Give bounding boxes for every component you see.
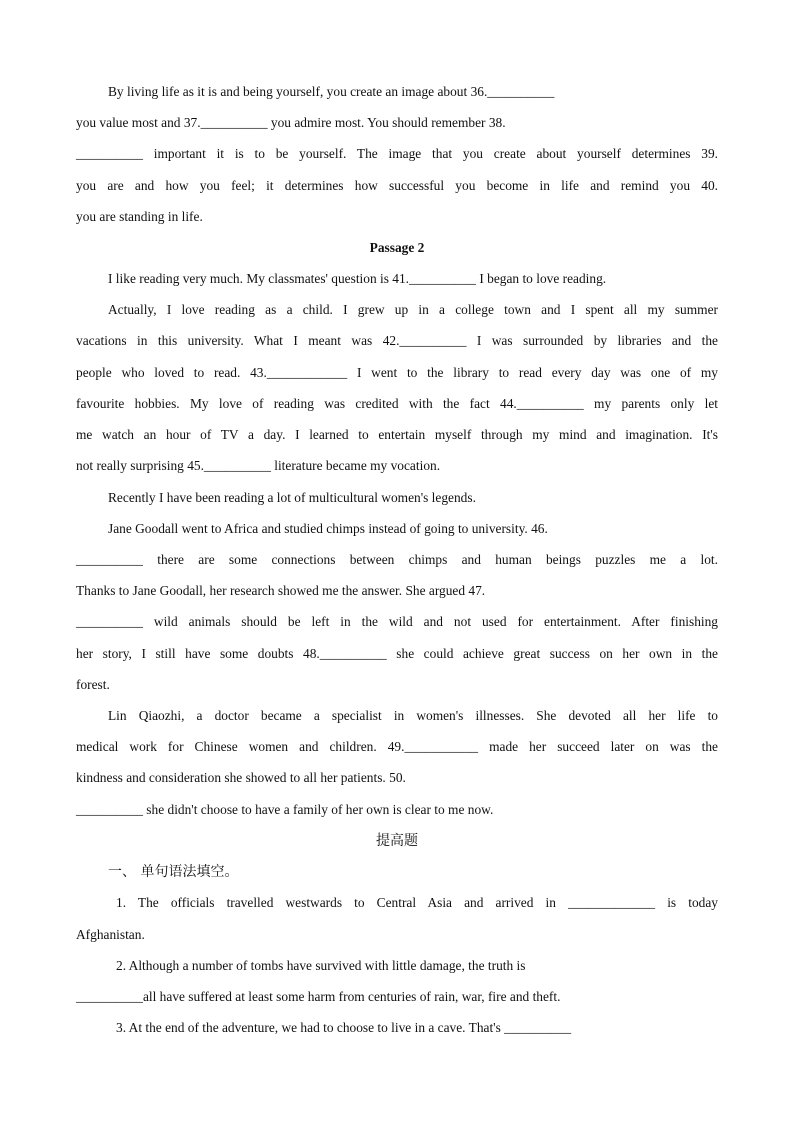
passage2-line-10: __________ there are some connections between chimps and human beings puzzles me a lot. — [76, 552, 718, 567]
passage2-line-14: forest. — [76, 677, 110, 692]
advanced-title: 提高题 — [376, 833, 418, 849]
passage2-line-15: Lin Qiaozhi, a doctor became a specialist in women's illnesses. She devoted all her life to — [108, 708, 718, 723]
passage1-line-4: you are and how you feel; it determines how successful you become in life and remind you 40. — [76, 178, 718, 193]
passage1-line-2: you value most and 37.__________ you admire most. You should remember 38. — [76, 115, 506, 130]
passage2-line-9: Jane Goodall went to Africa and studied chimps instead of going to university. 46. — [108, 521, 548, 536]
passage1-line-1: By living life as it is and being yourself, you create an image about 36.__________ — [108, 84, 555, 99]
passage2-line-13: her story, I still have some doubts 48.__________ she could achieve great success on her own in the — [76, 646, 718, 661]
passage2-line-4: people who loved to read. 43.____________ I went to the library to read every day was one of my — [76, 365, 718, 380]
passage2-line-17: kindness and consideration she showed to all her patients. 50. — [76, 770, 406, 785]
question-1-line-2: Afghanistan. — [76, 927, 145, 942]
passage2-line-16: medical work for Chinese women and children. 49.___________ made her succeed later on was the — [76, 739, 718, 754]
passage2-line-18: __________ she didn't choose to have a family of her own is clear to me now. — [76, 802, 494, 817]
passage2-line-1: I like reading very much. My classmates' question is 41.__________ I began to love reading. — [108, 271, 607, 286]
question-2-line-2: __________all have suffered at least some harm from centuries of rain, war, fire and theft. — [76, 989, 561, 1004]
passage1-line-5: you are standing in life. — [76, 209, 203, 224]
question-2-line-1: 2. Although a number of tombs have survived with little damage, the truth is — [116, 958, 526, 973]
passage2-line-8: Recently I have been reading a lot of multicultural women's legends. — [108, 490, 476, 505]
passage2-line-5: favourite hobbies. My love of reading was credited with the fact 44.__________ my parents only let — [76, 396, 718, 411]
passage2-line-7: not really surprising 45.__________ literature became my vocation. — [76, 458, 441, 473]
passage2-line-12: __________ wild animals should be left in the wild and not used for entertainment. After finishing — [76, 614, 718, 629]
passage2-line-2: Actually, I love reading as a child. I grew up in a college town and I spent all my summer — [108, 302, 718, 317]
passage1-line-3: __________ important it is to be yourself. The image that you create about yourself determines 39. — [76, 146, 718, 161]
passage2-title: Passage 2 — [369, 240, 425, 255]
question-3-line-1: 3. At the end of the adventure, we had to choose to live in a cave. That's __________ — [116, 1020, 572, 1035]
section-heading: 一、 单句语法填空。 — [108, 864, 239, 880]
passage2-line-3: vacations in this university. What I meant was 42.__________ I was surrounded by libraries and the — [76, 333, 718, 348]
passage2-line-11: Thanks to Jane Goodall, her research showed me the answer. She argued 47. — [76, 583, 486, 598]
passage2-line-6: me watch an hour of TV a day. I learned to entertain myself through my mind and imagination. It's — [76, 427, 718, 442]
question-1-line-1: 1. The officials travelled westwards to Central Asia and arrived in _____________ is today — [116, 895, 718, 910]
